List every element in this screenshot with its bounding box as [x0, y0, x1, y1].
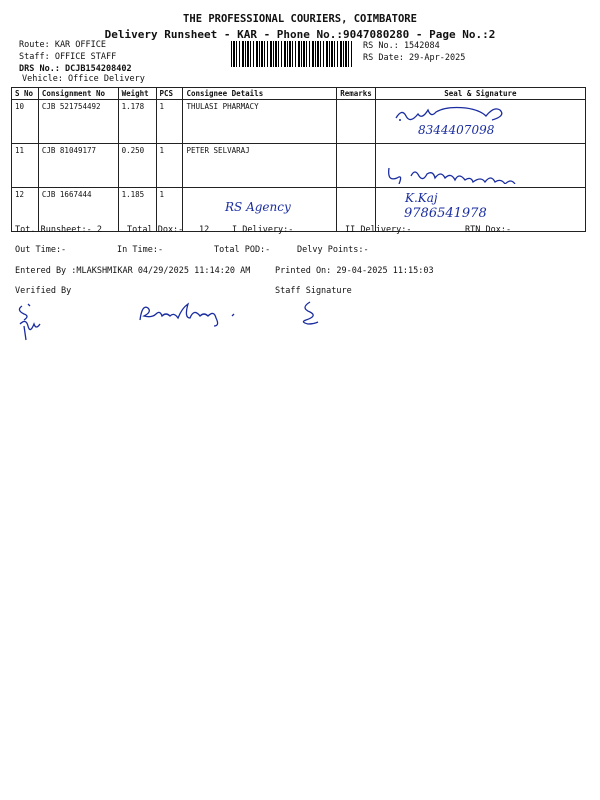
handwritten-phone-row12: 9786541978: [404, 206, 487, 221]
cell-sno: 12: [12, 188, 39, 232]
table-header-row: [12, 88, 586, 100]
staff-label: Staff: OFFICE STAFF: [19, 52, 117, 62]
cell-weight: 0.250: [118, 144, 156, 188]
rtn-dox: RTN Dox:-: [465, 225, 512, 235]
cell-pcs: 1: [156, 100, 183, 144]
cell-pcs: 1: [156, 144, 183, 188]
col-seal-signature: Seal & Signature: [375, 88, 585, 100]
drs-number: DRS No.: DCJB154208402: [19, 64, 132, 74]
printed-on: Printed On: 29-04-2025 11:15:03: [275, 266, 434, 276]
cell-weight: 1.185: [118, 188, 156, 232]
company-title: THE PROFESSIONAL COURIERS, COIMBATORE: [183, 13, 417, 25]
total-dox-label: Total Dox:-: [127, 225, 184, 235]
handwritten-signature-row11: [385, 162, 555, 184]
col-weight: Weight: [118, 88, 156, 100]
cell-remarks: [337, 100, 376, 144]
cell-pcs: 1: [156, 188, 183, 232]
ii-delivery: II Delivery:-: [345, 225, 412, 235]
handwritten-name-row12: K.Kaj: [405, 191, 438, 205]
cell-consignment: CJB 521754492: [38, 100, 118, 144]
col-sno: S No: [12, 88, 39, 100]
total-dox-value: 12: [199, 225, 210, 235]
vehicle-label: Vehicle: Office Delivery: [22, 74, 145, 84]
total-runsheet: Tot. Runsheet:- 2: [15, 225, 102, 235]
verified-by-label: Verified By: [15, 286, 72, 296]
handwritten-consignee-row12: RS Agency: [225, 200, 291, 214]
rs-date: RS Date: 29-Apr-2025: [363, 53, 466, 63]
col-consignment: Consignment No: [38, 88, 118, 100]
total-pod: Total POD:-: [214, 245, 271, 255]
in-time: In Time:-: [117, 245, 164, 255]
cell-consignment: CJB 1667444: [38, 188, 118, 232]
route-label: Route: KAR OFFICE: [19, 40, 106, 50]
staff-signature: [296, 298, 326, 328]
cell-sno: 11: [12, 144, 39, 188]
cell-sno: 10: [12, 100, 39, 144]
cell-consignee: THULASI PHARMACY: [183, 100, 337, 144]
verified-signature: [14, 300, 54, 342]
barcode: [231, 41, 353, 67]
col-consignee: Consignee Details: [183, 88, 337, 100]
col-remarks: Remarks: [337, 88, 376, 100]
out-time: Out Time:-: [15, 245, 67, 255]
staff-signature-label: Staff Signature: [275, 286, 352, 296]
delivery-points: Delvy Points:-: [297, 245, 369, 255]
rs-number: RS No.: 1542084: [363, 41, 440, 51]
col-pcs: PCS: [156, 88, 183, 100]
supervisor-signature: [136, 298, 256, 332]
entered-by: Entered By :MLAKSHMIKAR 04/29/2025 11:14:20 AM: [15, 266, 251, 276]
i-delivery: I Delivery:-: [232, 225, 294, 235]
runsheet-subtitle: Delivery Runsheet - KAR - Phone No.:9047080280 - Page No.:2: [104, 28, 496, 41]
handwritten-phone-row10: 8344407098: [418, 123, 495, 137]
cell-remarks: [337, 144, 376, 188]
cell-consignment: CJB 81049177: [38, 144, 118, 188]
cell-consignee: PETER SELVARAJ: [183, 144, 337, 188]
cell-weight: 1.178: [118, 100, 156, 144]
